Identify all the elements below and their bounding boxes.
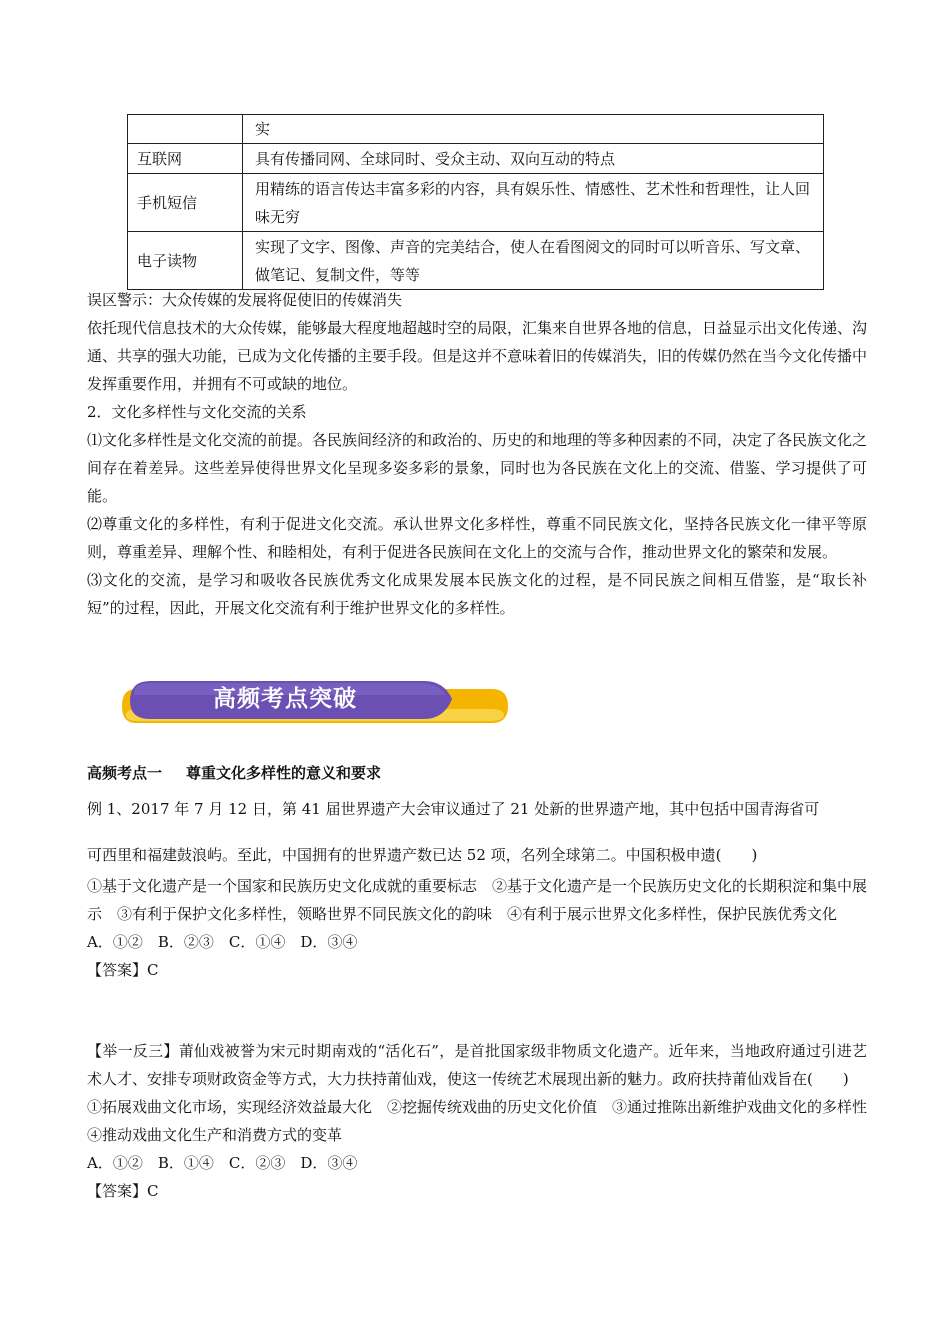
table-cell-desc: 实现了文字、图像、声音的完美结合，使人在看图阅文的同时可以听音乐、写文章、做笔记、复制文件，等等 <box>243 232 824 290</box>
answer: 【答案】C <box>87 961 159 979</box>
section-heading: 2．文化多样性与文化交流的关系 <box>87 403 307 421</box>
table-cell-name: 互联网 <box>128 144 243 174</box>
table-row <box>128 232 824 290</box>
table-cell-desc: 实 <box>243 115 824 144</box>
media-table <box>127 114 824 290</box>
table-cell-name: 电子读物 <box>128 232 243 290</box>
choices: A．①② B．①④ C．②③ D．③④ <box>87 1154 358 1172</box>
table-row <box>128 144 824 174</box>
options: ①基于文化遗产是一个国家和民族历史文化成就的重要标志 ②基于文化遗产是一个民族历史文化的长期积淀和集中展示 ③有利于保护文化多样性，领略世界不同民族文化的韵味 ④有利于展示世界文化多样性，保护民族优秀文化 <box>87 877 868 923</box>
table-cell-name: 手机短信 <box>128 174 243 232</box>
paragraph: ⑶文化的交流，是学习和吸收各民族优秀文化成果发展本民族文化的过程，是不同民族之间相互借鉴，是“取长补短”的过程，因此，开展文化交流有利于维护世界文化的多样性。 <box>87 571 867 617</box>
banner <box>120 679 508 725</box>
options: ①拓展戏曲文化市场，实现经济效益最大化 ②挖掘传统戏曲的历史文化价值 ③通过推陈出新维护戏曲文化的多样性 ④推动戏曲文化生产和消费方式的变革 <box>87 1098 883 1144</box>
table-cell-desc: 用精练的语言传达丰富多彩的内容，具有娱乐性、情感性、艺术性和哲理性，让人回味无穷 <box>243 174 824 232</box>
topic-title: 尊重文化多样性的意义和要求 <box>186 764 382 782</box>
misconception-warning: 误区警示：大众传媒的发展将促使旧的传媒消失 <box>87 291 403 309</box>
paragraph: 依托现代信息技术的大众传媒，能够最大程度地超越时空的局限，汇集来自世界各地的信息，日益显示出文化传递、沟通、共享的强大功能，已成为文化传播的主要手段。但是这并不意味着旧的传媒消失，旧的传媒仍然在当今文化传播中发挥重要作用，并拥有不可或缺的地位。 <box>87 319 868 393</box>
choices: A．①② B．②③ C．①④ D．③④ <box>87 933 358 951</box>
example-stem: 【举一反三】莆仙戏被誉为宋元时期南戏的“活化石”，是首批国家级非物质文化遗产。近年来，当地政府通过引进艺术人才、安排专项财政资金等方式，大力扶持莆仙戏，使这一传统艺术展现出新的魅力。政府扶持莆仙戏旨在( ) <box>87 1042 867 1088</box>
topic-heading <box>87 762 381 783</box>
table-cell-desc: 具有传播同网、全球同时、受众主动、双向互动的特点 <box>243 144 824 174</box>
example-2 <box>87 1037 883 1205</box>
paragraph: ⑵尊重文化的多样性，有利于促进文化交流。承认世界文化多样性，尊重不同民族文化，坚持各民族文化一律平等原则，尊重差异、理解个性、和睦相处，有利于促进各民族间在文化上的交流与合作，推动世界文化的繁荣和发展。 <box>87 515 867 561</box>
example-stem: 可西里和福建鼓浪屿。至此，中国拥有的世界遗产数已达 52 项，名列全球第二。中国积极申遗( ) <box>87 846 758 864</box>
table-row <box>128 174 824 232</box>
body-text-top <box>87 286 867 622</box>
table-cell-name <box>128 115 243 144</box>
example-1-options <box>87 872 867 984</box>
answer: 【答案】C <box>87 1182 159 1200</box>
table-row <box>128 115 824 144</box>
topic-label: 高频考点一 <box>87 764 163 782</box>
banner-title: 高频考点突破 <box>213 686 357 712</box>
example-1 <box>87 796 867 868</box>
paragraph: ⑴文化多样性是文化交流的前提。各民族间经济的和政治的、历史的和地理的等多种因素的不同，决定了各民族文化之间存在着差异。这些差异使得世界文化呈现多姿多彩的景象，同时也为各民族在文化上的交流、借鉴、学习提供了可能。 <box>87 431 868 505</box>
example-stem: 例 1、2017 年 7 月 12 日，第 41 届世界遗产大会审议通过了 21 处新的世界遗产地，其中包括中国青海省可 <box>87 800 820 818</box>
